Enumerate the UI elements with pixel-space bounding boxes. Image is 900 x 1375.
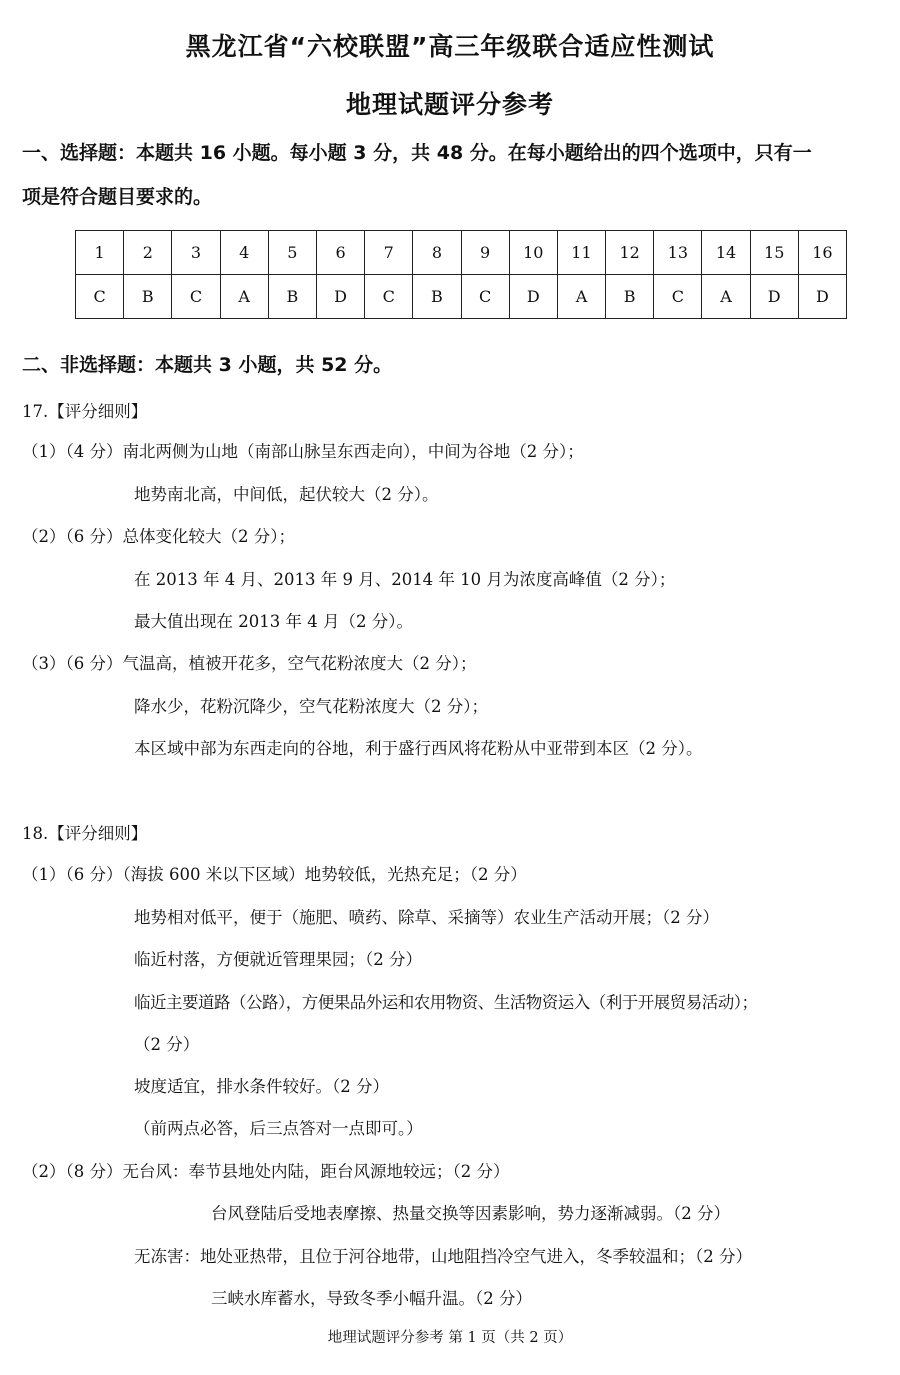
question-number: 15: [750, 231, 798, 275]
q17-part2-line2: 在 2013 年 4 月、2013 年 9 月、2014 年 10 月为浓度高峰值（2 分）；: [134, 570, 676, 589]
q17-part3-line1: （3）（6 分）气温高，植被开花多，空气花粉浓度大（2 分）；: [22, 654, 477, 673]
answer-cell: C: [461, 275, 509, 319]
answer-cell: C: [365, 275, 413, 319]
question-number: 11: [557, 231, 605, 275]
answer-cell: B: [124, 275, 172, 319]
q17-part3-line2: 降水少，花粉沉降少，空气花粉浓度大（2 分）；: [134, 697, 488, 716]
answer-cell: A: [220, 275, 268, 319]
question-number: 9: [461, 231, 509, 275]
q18-part1-line2: 地势相对低平，便于（施肥、喷药、除草、采摘等）农业生产活动开展；（2 分）: [134, 908, 719, 927]
q18-part1-note: （前两点必答，后三点答对一点即可。）: [134, 1119, 423, 1138]
answer-cell: C: [76, 275, 124, 319]
question-number: 3: [172, 231, 220, 275]
question-number: 1: [76, 231, 124, 275]
answer-table-answer-row: [76, 275, 847, 319]
question-number: 5: [268, 231, 316, 275]
question-number: 16: [798, 231, 846, 275]
q17-part2-line3: 最大值出现在 2013 年 4 月（2 分）。: [134, 612, 413, 631]
answer-cell: A: [702, 275, 750, 319]
question-number: 6: [316, 231, 364, 275]
q18-part2-line3: 无冻害：地处亚热带，且位于河谷地带，山地阻挡冷空气进入，冬季较温和；（2 分）: [134, 1247, 752, 1266]
q18-part2-line2: 台风登陆后受地表摩擦、热量交换等因素影响，势力逐渐减弱。（2 分）: [211, 1204, 730, 1223]
q18-part1-line3: 临近村落，方便就近管理果园；（2 分）: [134, 950, 422, 969]
q18-part1-line6: 坡度适宜，排水条件较好。（2 分）: [134, 1077, 389, 1096]
section1-heading: [22, 136, 812, 214]
section1-line2: 项是符合题目要求的。: [22, 186, 213, 208]
question-number: 10: [509, 231, 557, 275]
q18-part2-line4: 三峡水库蓄水，导致冬季小幅升温。（2 分）: [211, 1289, 532, 1308]
q18-part1-line1: （1）（6 分）（海拔 600 米以下区域）地势较低，光热充足；（2 分）: [22, 865, 527, 884]
question-number: 13: [654, 231, 702, 275]
page-subtitle: 地理试题评分参考: [345, 90, 554, 119]
q18-part1-line4: 临近主要道路（公路），方便果品外运和农用物资、生活物资运入（利于开展贸易活动）；: [134, 993, 758, 1012]
question-number: 8: [413, 231, 461, 275]
answer-cell: D: [509, 275, 557, 319]
q17-part2-line1: （2）（6 分）总体变化较大（2 分）；: [22, 527, 295, 546]
answer-cell: B: [413, 275, 461, 319]
answer-cell: B: [268, 275, 316, 319]
page-title: 黑龙江省“六校联盟”高三年级联合适应性测试: [185, 32, 715, 61]
question-number: 2: [124, 231, 172, 275]
answer-cell: D: [750, 275, 798, 319]
q18-part2-line1: （2）（8 分）无台风：奉节县地处内陆，距台风源地较远；（2 分）: [22, 1162, 510, 1181]
answer-cell: C: [654, 275, 702, 319]
q17-part1-line2: 地势南北高，中间低，起伏较大（2 分）。: [134, 485, 439, 504]
q17-heading: 17.【评分细则】: [22, 402, 148, 421]
answer-table: [75, 230, 847, 319]
q17-part1-line1: （1）（4 分）南北两侧为山地（南部山脉呈东西走向），中间为谷地（2 分）；: [22, 442, 584, 461]
answer-table-number-row: [76, 231, 847, 275]
question-number: 14: [702, 231, 750, 275]
q18-heading: 18.【评分细则】: [22, 824, 148, 843]
question-number: 4: [220, 231, 268, 275]
q17-part3-line3: 本区域中部为东西走向的谷地，利于盛行西风将花粉从中亚带到本区（2 分）。: [134, 739, 703, 758]
answer-cell: D: [316, 275, 364, 319]
page-footer: 地理试题评分参考 第 1 页（共 2 页）: [327, 1330, 573, 1346]
answer-cell: C: [172, 275, 220, 319]
question-number: 7: [365, 231, 413, 275]
answer-cell: B: [606, 275, 654, 319]
answer-cell: A: [557, 275, 605, 319]
answer-cell: D: [798, 275, 846, 319]
section2-heading: 二、非选择题：本题共 3 小题，共 52 分。: [22, 354, 393, 376]
section1-line1: 一、选择题：本题共 16 小题。每小题 3 分，共 48 分。在每小题给出的四个选项中，只有一: [22, 142, 812, 164]
question-number: 12: [606, 231, 654, 275]
q18-part1-line5: （2 分）: [134, 1035, 200, 1054]
